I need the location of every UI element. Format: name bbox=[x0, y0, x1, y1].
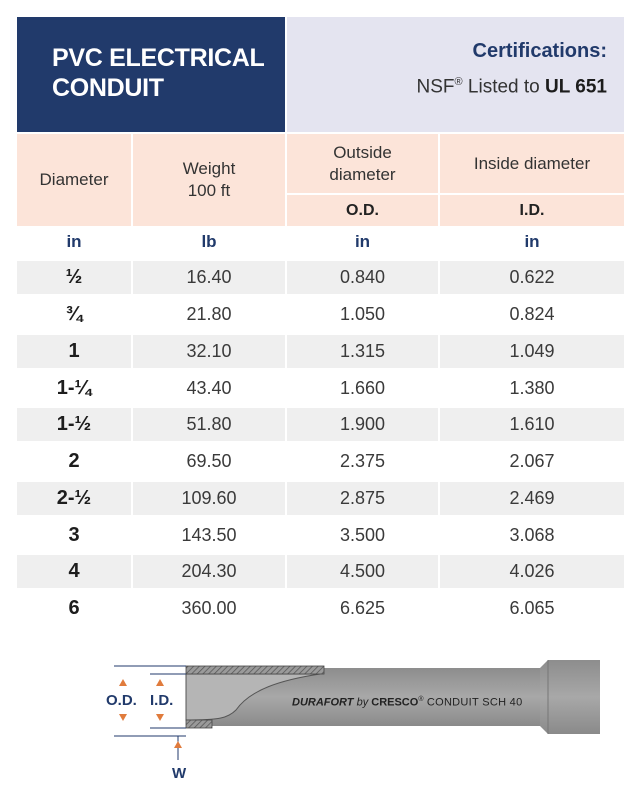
col-od bbox=[287, 134, 438, 193]
id-arrow-up-icon bbox=[156, 679, 164, 686]
col-id-abbr: I.D. bbox=[440, 195, 624, 226]
title-line-1: PVC ELECTRICAL bbox=[52, 44, 265, 72]
col-od-abbr: O.D. bbox=[287, 195, 438, 226]
cell-od: 2.375 bbox=[339, 451, 386, 471]
cell-id: 3.068 bbox=[509, 525, 555, 545]
cell-od: 1.660 bbox=[339, 378, 386, 398]
cell-od: 4.500 bbox=[339, 561, 386, 581]
column-divider bbox=[285, 261, 287, 294]
cell-od: 1.050 bbox=[339, 304, 386, 324]
cell-id: 6.065 bbox=[509, 598, 555, 618]
column-divider bbox=[438, 335, 440, 368]
cell-weight: 360.00 bbox=[181, 598, 237, 618]
certifications-box bbox=[287, 17, 624, 132]
table-row bbox=[17, 592, 624, 625]
id-arrow-down-icon bbox=[156, 714, 164, 721]
unit-diameter: in bbox=[66, 232, 82, 251]
conduit-diagram bbox=[0, 650, 641, 805]
cell-diameter: 6 bbox=[68, 597, 80, 619]
title-line-2: CONDUIT bbox=[52, 74, 164, 102]
wall-section-bottom bbox=[186, 720, 212, 728]
cell-od: 6.625 bbox=[339, 598, 386, 618]
cell-id: 4.026 bbox=[509, 561, 555, 581]
col-od-line-1: Outside bbox=[333, 142, 392, 162]
column-divider bbox=[285, 482, 287, 515]
maker-text: CRESCO bbox=[371, 696, 419, 709]
cell-id: 2.469 bbox=[509, 488, 555, 508]
table-row bbox=[17, 261, 624, 294]
column-divider bbox=[438, 555, 440, 588]
cell-diameter: ½ bbox=[65, 266, 83, 288]
table-row bbox=[17, 298, 624, 331]
unit-weight: lb bbox=[201, 232, 217, 251]
od-arrow-up-icon bbox=[119, 679, 127, 686]
table-row bbox=[17, 335, 624, 368]
col-weight bbox=[133, 134, 285, 226]
column-divider bbox=[285, 408, 287, 441]
certifications-line bbox=[287, 67, 607, 102]
cell-od: 3.500 bbox=[339, 525, 386, 545]
table-row bbox=[17, 519, 624, 552]
col-weight-line-1: Weight bbox=[182, 159, 236, 178]
cert-middle: Listed to bbox=[462, 76, 546, 98]
cell-od: 2.875 bbox=[339, 488, 386, 508]
cell-id: 0.824 bbox=[509, 304, 555, 324]
bell-end bbox=[540, 660, 600, 734]
unit-od: in bbox=[354, 232, 371, 251]
column-divider bbox=[285, 335, 287, 368]
table-row bbox=[17, 408, 624, 441]
cell-weight: 16.40 bbox=[186, 267, 232, 287]
column-divider bbox=[131, 555, 133, 588]
col-id: Inside diameter bbox=[440, 134, 624, 193]
w-label: W bbox=[172, 765, 187, 782]
cell-diameter: 1-½ bbox=[56, 413, 92, 435]
cell-weight: 143.50 bbox=[181, 525, 237, 545]
cell-id: 1.380 bbox=[509, 378, 555, 398]
product-text: CONDUIT SCH 40 bbox=[423, 696, 523, 709]
od-label: O.D. bbox=[106, 692, 137, 709]
table-row bbox=[17, 445, 624, 478]
cell-weight: 204.30 bbox=[181, 561, 237, 581]
brand-text: DURAFORT bbox=[292, 696, 354, 709]
cell-od: 1.315 bbox=[339, 341, 386, 361]
brand-by: by bbox=[353, 696, 372, 709]
cell-diameter: 2 bbox=[68, 450, 80, 472]
cell-id: 1.610 bbox=[509, 414, 555, 434]
w-arrow-up-icon bbox=[174, 741, 182, 748]
wall-section-top bbox=[186, 666, 324, 674]
title-box bbox=[17, 17, 285, 132]
conduit-pipe-illustration bbox=[0, 650, 641, 805]
id-label: I.D. bbox=[150, 692, 174, 709]
certifications-heading: Certifications: bbox=[472, 40, 607, 62]
cell-od: 0.840 bbox=[339, 267, 386, 287]
cell-weight: 69.50 bbox=[186, 451, 232, 471]
od-arrow-down-icon bbox=[119, 714, 127, 721]
table-row bbox=[17, 372, 624, 405]
cert-reg: ® bbox=[454, 76, 463, 88]
col-od-line-2: diameter bbox=[329, 164, 396, 184]
cell-weight: 21.80 bbox=[186, 304, 232, 324]
col-weight-line-2: 100 ft bbox=[187, 181, 231, 200]
cell-od: 1.900 bbox=[339, 414, 386, 434]
pipe-marking bbox=[292, 696, 523, 709]
column-divider bbox=[131, 335, 133, 368]
table-row bbox=[17, 555, 624, 588]
table-row bbox=[17, 482, 624, 515]
table-header bbox=[17, 134, 624, 226]
column-divider bbox=[131, 261, 133, 294]
column-divider bbox=[438, 482, 440, 515]
cell-diameter: 1-¼ bbox=[56, 377, 92, 399]
units-row bbox=[17, 227, 624, 257]
cell-diameter: 2-½ bbox=[56, 487, 92, 509]
cell-id: 1.049 bbox=[509, 341, 555, 361]
col-diameter: Diameter bbox=[17, 134, 131, 226]
column-divider bbox=[438, 408, 440, 441]
cert-standard: UL 651 bbox=[545, 76, 607, 98]
header bbox=[17, 17, 624, 132]
column-divider bbox=[131, 482, 133, 515]
cell-id: 2.067 bbox=[509, 451, 555, 471]
cell-weight: 109.60 bbox=[181, 488, 237, 508]
cell-weight: 43.40 bbox=[186, 378, 232, 398]
cell-diameter: ¾ bbox=[65, 303, 83, 325]
cell-diameter: 1 bbox=[68, 340, 80, 362]
column-divider bbox=[131, 408, 133, 441]
cell-diameter: 3 bbox=[68, 524, 80, 546]
maker-trademark: ® bbox=[418, 696, 424, 703]
unit-id: in bbox=[524, 232, 540, 251]
column-divider bbox=[285, 555, 287, 588]
cell-weight: 51.80 bbox=[186, 414, 232, 434]
cert-prefix: NSF bbox=[416, 76, 455, 98]
cell-weight: 32.10 bbox=[186, 341, 232, 361]
cell-diameter: 4 bbox=[68, 560, 80, 582]
column-divider bbox=[438, 261, 440, 294]
cell-id: 0.622 bbox=[509, 267, 555, 287]
